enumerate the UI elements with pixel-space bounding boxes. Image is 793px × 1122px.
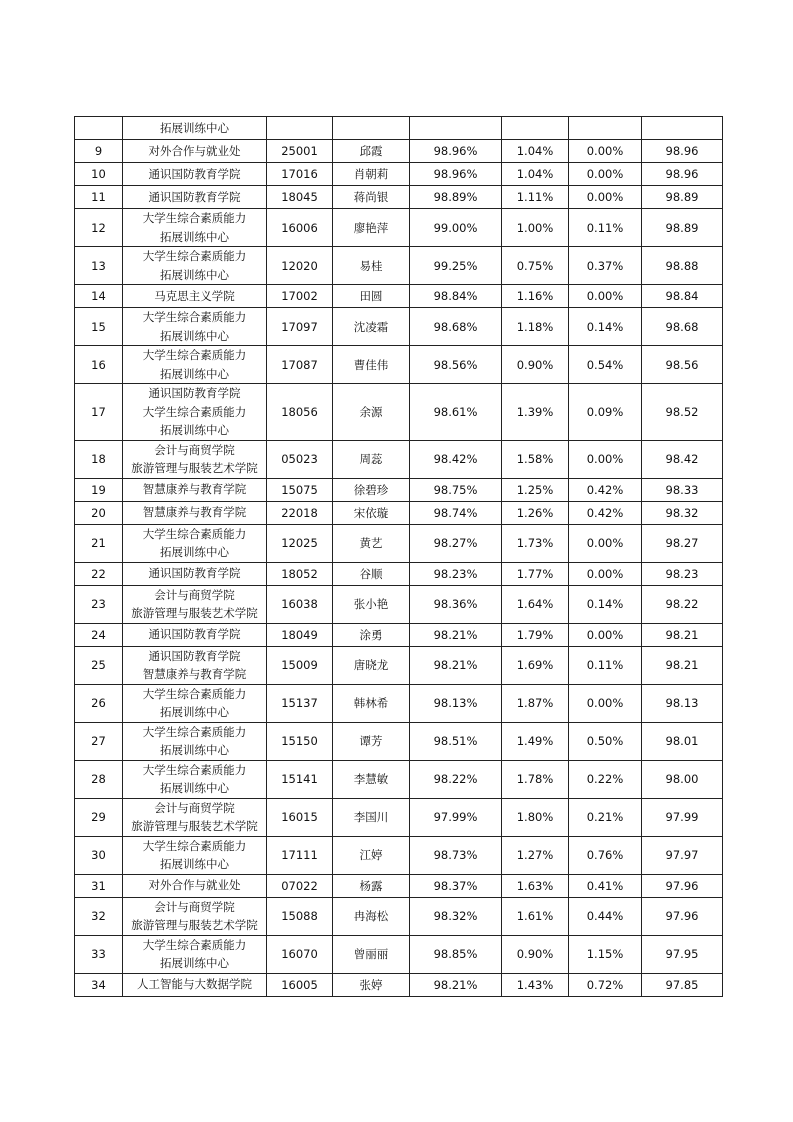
rate-cell: 98.89% — [410, 186, 502, 209]
department-line: 对外合作与就业处 — [148, 878, 241, 893]
department-line: 大学生综合素质能力 — [142, 937, 247, 952]
rate2-cell: 0.75% — [502, 247, 569, 285]
rate-cell: 98.21% — [410, 973, 502, 996]
rank-cell: 21 — [75, 524, 123, 562]
name-cell: 田圆 — [333, 285, 410, 308]
rate2-cell: 1.39% — [502, 384, 569, 441]
staff-id-cell: 12025 — [267, 524, 333, 562]
score-cell: 98.32 — [642, 501, 723, 524]
score-cell: 97.97 — [642, 836, 723, 874]
score-cell: 97.95 — [642, 935, 723, 973]
rate3-cell: 0.00% — [569, 163, 642, 186]
score-cell: 97.96 — [642, 874, 723, 897]
rate2-cell: 1.63% — [502, 874, 569, 897]
department-cell — [123, 585, 267, 623]
rank-cell: 13 — [75, 247, 123, 285]
staff-id-cell: 17097 — [267, 308, 333, 346]
score-cell: 98.89 — [642, 209, 723, 247]
department-cell — [123, 562, 267, 585]
department-line: 拓展训练中心 — [160, 328, 229, 343]
name-cell: 唐晓龙 — [333, 646, 410, 684]
staff-id-cell: 18056 — [267, 384, 333, 441]
rank-cell: 30 — [75, 836, 123, 874]
staff-id-cell: 15137 — [267, 684, 333, 722]
rank-cell: 15 — [75, 308, 123, 346]
department-cell — [123, 897, 267, 935]
rate3-cell: 0.00% — [569, 440, 642, 478]
rate-cell: 99.25% — [410, 247, 502, 285]
rate2-cell: 1.27% — [502, 836, 569, 874]
rate-cell: 98.68% — [410, 308, 502, 346]
department-line: 拓展训练中心 — [160, 267, 229, 282]
department-cell — [123, 285, 267, 308]
rank-cell: 17 — [75, 384, 123, 441]
rank-cell: 34 — [75, 973, 123, 996]
department-line: 通识国防教育学院 — [148, 566, 241, 581]
rate2-cell: 1.69% — [502, 646, 569, 684]
score-cell — [642, 117, 723, 140]
staff-id-cell: 17111 — [267, 836, 333, 874]
rate3-cell: 0.76% — [569, 836, 642, 874]
department-line: 对外合作与就业处 — [148, 143, 241, 158]
department-line: 拓展训练中心 — [160, 705, 229, 719]
rate2-cell: 1.16% — [502, 285, 569, 308]
score-cell: 98.00 — [642, 760, 723, 798]
score-table — [74, 116, 723, 997]
table-row — [75, 836, 723, 874]
rate2-cell — [502, 117, 569, 140]
department-line: 马克思主义学院 — [154, 288, 235, 303]
score-cell: 98.68 — [642, 308, 723, 346]
staff-id-cell: 15009 — [267, 646, 333, 684]
rate2-cell: 1.64% — [502, 585, 569, 623]
staff-id-cell: 15150 — [267, 722, 333, 760]
rank-cell: 10 — [75, 163, 123, 186]
score-cell: 97.96 — [642, 897, 723, 935]
department-cell — [123, 722, 267, 760]
department-cell — [123, 836, 267, 874]
rate3-cell: 0.37% — [569, 247, 642, 285]
table-row — [75, 285, 723, 308]
staff-id-cell: 17087 — [267, 346, 333, 384]
name-cell: 徐碧珍 — [333, 478, 410, 501]
rate2-cell: 1.73% — [502, 524, 569, 562]
department-line: 大学生综合素质能力 — [142, 838, 247, 853]
department-cell — [123, 308, 267, 346]
table-row — [75, 440, 723, 478]
rate-cell: 98.56% — [410, 346, 502, 384]
rate-cell: 98.23% — [410, 562, 502, 585]
score-cell: 98.21 — [642, 623, 723, 646]
rate-cell: 98.96% — [410, 163, 502, 186]
department-cell — [123, 973, 267, 996]
staff-id-cell: 18045 — [267, 186, 333, 209]
department-line: 大学生综合素质能力 — [142, 249, 247, 263]
department-cell — [123, 440, 267, 478]
department-line: 拓展训练中心 — [160, 229, 229, 244]
score-cell: 98.21 — [642, 646, 723, 684]
table-row — [75, 524, 723, 562]
table-row — [75, 684, 723, 722]
rate3-cell: 0.11% — [569, 646, 642, 684]
staff-id-cell: 16038 — [267, 585, 333, 623]
name-cell: 曾丽丽 — [333, 935, 410, 973]
department-line: 通识国防教育学院 — [148, 627, 241, 642]
name-cell: 李国川 — [333, 798, 410, 836]
rate2-cell: 1.25% — [502, 478, 569, 501]
score-cell: 97.99 — [642, 798, 723, 836]
rate3-cell: 0.41% — [569, 874, 642, 897]
department-line: 拓展训练中心 — [160, 956, 229, 970]
rate2-cell: 1.43% — [502, 973, 569, 996]
department-line: 会计与商贸学院 — [154, 800, 235, 815]
department-cell — [123, 760, 267, 798]
rank-cell: 28 — [75, 760, 123, 798]
staff-id-cell: 18049 — [267, 623, 333, 646]
rate2-cell: 0.90% — [502, 935, 569, 973]
department-line: 通识国防教育学院 — [148, 648, 241, 663]
rate2-cell: 1.58% — [502, 440, 569, 478]
department-line: 拓展训练中心 — [160, 857, 229, 871]
rate3-cell: 0.11% — [569, 209, 642, 247]
department-line: 智慧康养与教育学院 — [142, 505, 247, 520]
rate3-cell: 0.21% — [569, 798, 642, 836]
rate3-cell: 0.22% — [569, 760, 642, 798]
department-line: 会计与商贸学院 — [154, 442, 235, 457]
name-cell: 张婷 — [333, 973, 410, 996]
rank-cell: 25 — [75, 646, 123, 684]
rate3-cell: 0.42% — [569, 501, 642, 524]
rank-cell: 32 — [75, 897, 123, 935]
staff-id-cell: 16005 — [267, 973, 333, 996]
rank-cell — [75, 117, 123, 140]
rank-cell: 20 — [75, 501, 123, 524]
rate2-cell: 1.61% — [502, 897, 569, 935]
table-row — [75, 117, 723, 140]
staff-id-cell: 15141 — [267, 760, 333, 798]
rate-cell: 98.84% — [410, 285, 502, 308]
rate3-cell: 0.50% — [569, 722, 642, 760]
rate2-cell: 1.26% — [502, 501, 569, 524]
rate-cell: 98.32% — [410, 897, 502, 935]
table-row — [75, 935, 723, 973]
name-cell: 冉海松 — [333, 897, 410, 935]
score-cell: 98.52 — [642, 384, 723, 441]
rank-cell: 22 — [75, 562, 123, 585]
department-line: 拓展训练中心 — [160, 366, 229, 381]
department-cell — [123, 501, 267, 524]
name-cell: 沈凌霜 — [333, 308, 410, 346]
rank-cell: 9 — [75, 140, 123, 163]
department-line: 大学生综合素质能力 — [142, 310, 247, 324]
table-row — [75, 798, 723, 836]
department-cell — [123, 646, 267, 684]
department-line: 旅游管理与服装艺术学院 — [131, 461, 258, 475]
department-line: 大学生综合素质能力 — [142, 348, 247, 362]
rate3-cell: 0.54% — [569, 346, 642, 384]
rate-cell: 98.37% — [410, 874, 502, 897]
table-row — [75, 163, 723, 186]
name-cell: 肖朝莉 — [333, 163, 410, 186]
department-line: 旅游管理与服装艺术学院 — [131, 819, 258, 833]
rate-cell: 98.21% — [410, 623, 502, 646]
table-row — [75, 760, 723, 798]
staff-id-cell: 18052 — [267, 562, 333, 585]
staff-id-cell: 22018 — [267, 501, 333, 524]
rate3-cell: 0.00% — [569, 140, 642, 163]
name-cell: 杨露 — [333, 874, 410, 897]
rate-cell: 98.96% — [410, 140, 502, 163]
rate3-cell: 0.14% — [569, 585, 642, 623]
name-cell: 周蕊 — [333, 440, 410, 478]
rate2-cell: 1.04% — [502, 140, 569, 163]
rate3-cell — [569, 117, 642, 140]
rate3-cell: 0.00% — [569, 285, 642, 308]
score-cell: 98.23 — [642, 562, 723, 585]
rank-cell: 12 — [75, 209, 123, 247]
rank-cell: 19 — [75, 478, 123, 501]
rate2-cell: 1.49% — [502, 722, 569, 760]
name-cell: 廖艳萍 — [333, 209, 410, 247]
rank-cell: 11 — [75, 186, 123, 209]
rate3-cell: 0.14% — [569, 308, 642, 346]
department-line: 拓展训练中心 — [160, 423, 229, 437]
score-cell: 98.96 — [642, 163, 723, 186]
rate3-cell: 0.00% — [569, 186, 642, 209]
rate-cell: 98.42% — [410, 440, 502, 478]
name-cell: 余源 — [333, 384, 410, 441]
department-cell — [123, 798, 267, 836]
score-cell: 98.33 — [642, 478, 723, 501]
rate3-cell: 0.00% — [569, 623, 642, 646]
rate3-cell: 0.72% — [569, 973, 642, 996]
department-line: 通识国防教育学院 — [148, 189, 241, 204]
rate2-cell: 0.90% — [502, 346, 569, 384]
table-row — [75, 247, 723, 285]
department-cell — [123, 384, 267, 441]
table-row — [75, 186, 723, 209]
name-cell — [333, 117, 410, 140]
rate2-cell: 1.87% — [502, 684, 569, 722]
rate-cell: 98.27% — [410, 524, 502, 562]
table-row — [75, 585, 723, 623]
department-cell — [123, 209, 267, 247]
staff-id-cell: 15088 — [267, 897, 333, 935]
department-line: 大学生综合素质能力 — [142, 404, 247, 419]
rate-cell: 98.22% — [410, 760, 502, 798]
rate3-cell: 1.15% — [569, 935, 642, 973]
department-cell — [123, 186, 267, 209]
rate2-cell: 1.18% — [502, 308, 569, 346]
department-line: 拓展训练中心 — [160, 120, 229, 135]
department-line: 拓展训练中心 — [160, 545, 229, 559]
department-cell — [123, 478, 267, 501]
department-line: 通识国防教育学院 — [148, 386, 241, 400]
score-cell: 98.42 — [642, 440, 723, 478]
department-line: 人工智能与大数据学院 — [137, 977, 252, 992]
name-cell: 张小艳 — [333, 585, 410, 623]
rate3-cell: 0.00% — [569, 524, 642, 562]
staff-id-cell: 25001 — [267, 140, 333, 163]
rate2-cell: 1.78% — [502, 760, 569, 798]
name-cell: 谭芳 — [333, 722, 410, 760]
table-row — [75, 897, 723, 935]
rate3-cell: 0.44% — [569, 897, 642, 935]
rank-cell: 31 — [75, 874, 123, 897]
name-cell: 李慧敏 — [333, 760, 410, 798]
rate-cell: 98.51% — [410, 722, 502, 760]
score-cell: 98.84 — [642, 285, 723, 308]
rate-cell: 98.75% — [410, 478, 502, 501]
department-cell — [123, 623, 267, 646]
department-cell — [123, 163, 267, 186]
rank-cell: 29 — [75, 798, 123, 836]
rank-cell: 16 — [75, 346, 123, 384]
department-line: 会计与商贸学院 — [154, 587, 235, 602]
rate2-cell: 1.79% — [502, 623, 569, 646]
department-line: 通识国防教育学院 — [148, 166, 241, 181]
name-cell: 谷顺 — [333, 562, 410, 585]
table-row — [75, 874, 723, 897]
table-row — [75, 501, 723, 524]
name-cell: 江婷 — [333, 836, 410, 874]
score-cell: 98.89 — [642, 186, 723, 209]
department-cell — [123, 346, 267, 384]
score-cell: 98.88 — [642, 247, 723, 285]
rate-cell: 98.61% — [410, 384, 502, 441]
staff-id-cell — [267, 117, 333, 140]
staff-id-cell: 16015 — [267, 798, 333, 836]
rate2-cell: 1.80% — [502, 798, 569, 836]
rate-cell: 99.00% — [410, 209, 502, 247]
table-row — [75, 562, 723, 585]
rate-cell: 98.74% — [410, 501, 502, 524]
staff-id-cell: 16070 — [267, 935, 333, 973]
name-cell: 黄艺 — [333, 524, 410, 562]
table-row — [75, 140, 723, 163]
department-line: 会计与商贸学院 — [154, 899, 235, 914]
staff-id-cell: 17016 — [267, 163, 333, 186]
table-body — [75, 117, 723, 997]
score-cell: 98.01 — [642, 722, 723, 760]
staff-id-cell: 16006 — [267, 209, 333, 247]
department-line: 大学生综合素质能力 — [142, 762, 247, 777]
rate2-cell: 1.11% — [502, 186, 569, 209]
department-cell — [123, 117, 267, 140]
rank-cell: 14 — [75, 285, 123, 308]
staff-id-cell: 12020 — [267, 247, 333, 285]
rate-cell: 97.99% — [410, 798, 502, 836]
rank-cell: 24 — [75, 623, 123, 646]
department-cell — [123, 935, 267, 973]
department-line: 大学生综合素质能力 — [142, 211, 247, 225]
name-cell: 韩林希 — [333, 684, 410, 722]
name-cell: 宋依璇 — [333, 501, 410, 524]
staff-id-cell: 07022 — [267, 874, 333, 897]
score-cell: 98.13 — [642, 684, 723, 722]
department-cell — [123, 524, 267, 562]
name-cell: 邱霞 — [333, 140, 410, 163]
department-line: 大学生综合素质能力 — [142, 526, 247, 541]
rate3-cell: 0.00% — [569, 684, 642, 722]
rate3-cell: 0.42% — [569, 478, 642, 501]
rate-cell: 98.13% — [410, 684, 502, 722]
table-row — [75, 973, 723, 996]
score-cell: 98.56 — [642, 346, 723, 384]
rate-cell — [410, 117, 502, 140]
name-cell: 易桂 — [333, 247, 410, 285]
department-cell — [123, 140, 267, 163]
department-line: 大学生综合素质能力 — [142, 686, 247, 701]
table-row — [75, 308, 723, 346]
rate3-cell: 0.00% — [569, 562, 642, 585]
name-cell: 曹佳伟 — [333, 346, 410, 384]
rate-cell: 98.73% — [410, 836, 502, 874]
score-cell: 97.85 — [642, 973, 723, 996]
staff-id-cell: 17002 — [267, 285, 333, 308]
table-row — [75, 478, 723, 501]
score-cell: 98.96 — [642, 140, 723, 163]
score-cell: 98.22 — [642, 585, 723, 623]
rate3-cell: 0.09% — [569, 384, 642, 441]
rank-cell: 23 — [75, 585, 123, 623]
table-row — [75, 346, 723, 384]
department-cell — [123, 684, 267, 722]
table-row — [75, 209, 723, 247]
table-row — [75, 722, 723, 760]
rank-cell: 27 — [75, 722, 123, 760]
staff-id-cell: 05023 — [267, 440, 333, 478]
rate2-cell: 1.77% — [502, 562, 569, 585]
department-line: 智慧康养与教育学院 — [142, 482, 247, 497]
department-line: 拓展训练中心 — [160, 743, 229, 757]
rank-cell: 26 — [75, 684, 123, 722]
department-cell — [123, 247, 267, 285]
rate-cell: 98.36% — [410, 585, 502, 623]
rate-cell: 98.85% — [410, 935, 502, 973]
table-row — [75, 646, 723, 684]
rank-cell: 33 — [75, 935, 123, 973]
rate2-cell: 1.04% — [502, 163, 569, 186]
table-row — [75, 384, 723, 441]
staff-id-cell: 15075 — [267, 478, 333, 501]
department-line: 旅游管理与服装艺术学院 — [131, 918, 258, 932]
table-row — [75, 623, 723, 646]
score-cell: 98.27 — [642, 524, 723, 562]
name-cell: 涂勇 — [333, 623, 410, 646]
rate-cell: 98.21% — [410, 646, 502, 684]
rate2-cell: 1.00% — [502, 209, 569, 247]
department-line: 大学生综合素质能力 — [142, 724, 247, 739]
department-line: 旅游管理与服装艺术学院 — [131, 606, 258, 620]
department-line: 智慧康养与教育学院 — [142, 667, 247, 681]
department-line: 拓展训练中心 — [160, 781, 229, 795]
department-cell — [123, 874, 267, 897]
rank-cell: 18 — [75, 440, 123, 478]
name-cell: 蒋尚银 — [333, 186, 410, 209]
